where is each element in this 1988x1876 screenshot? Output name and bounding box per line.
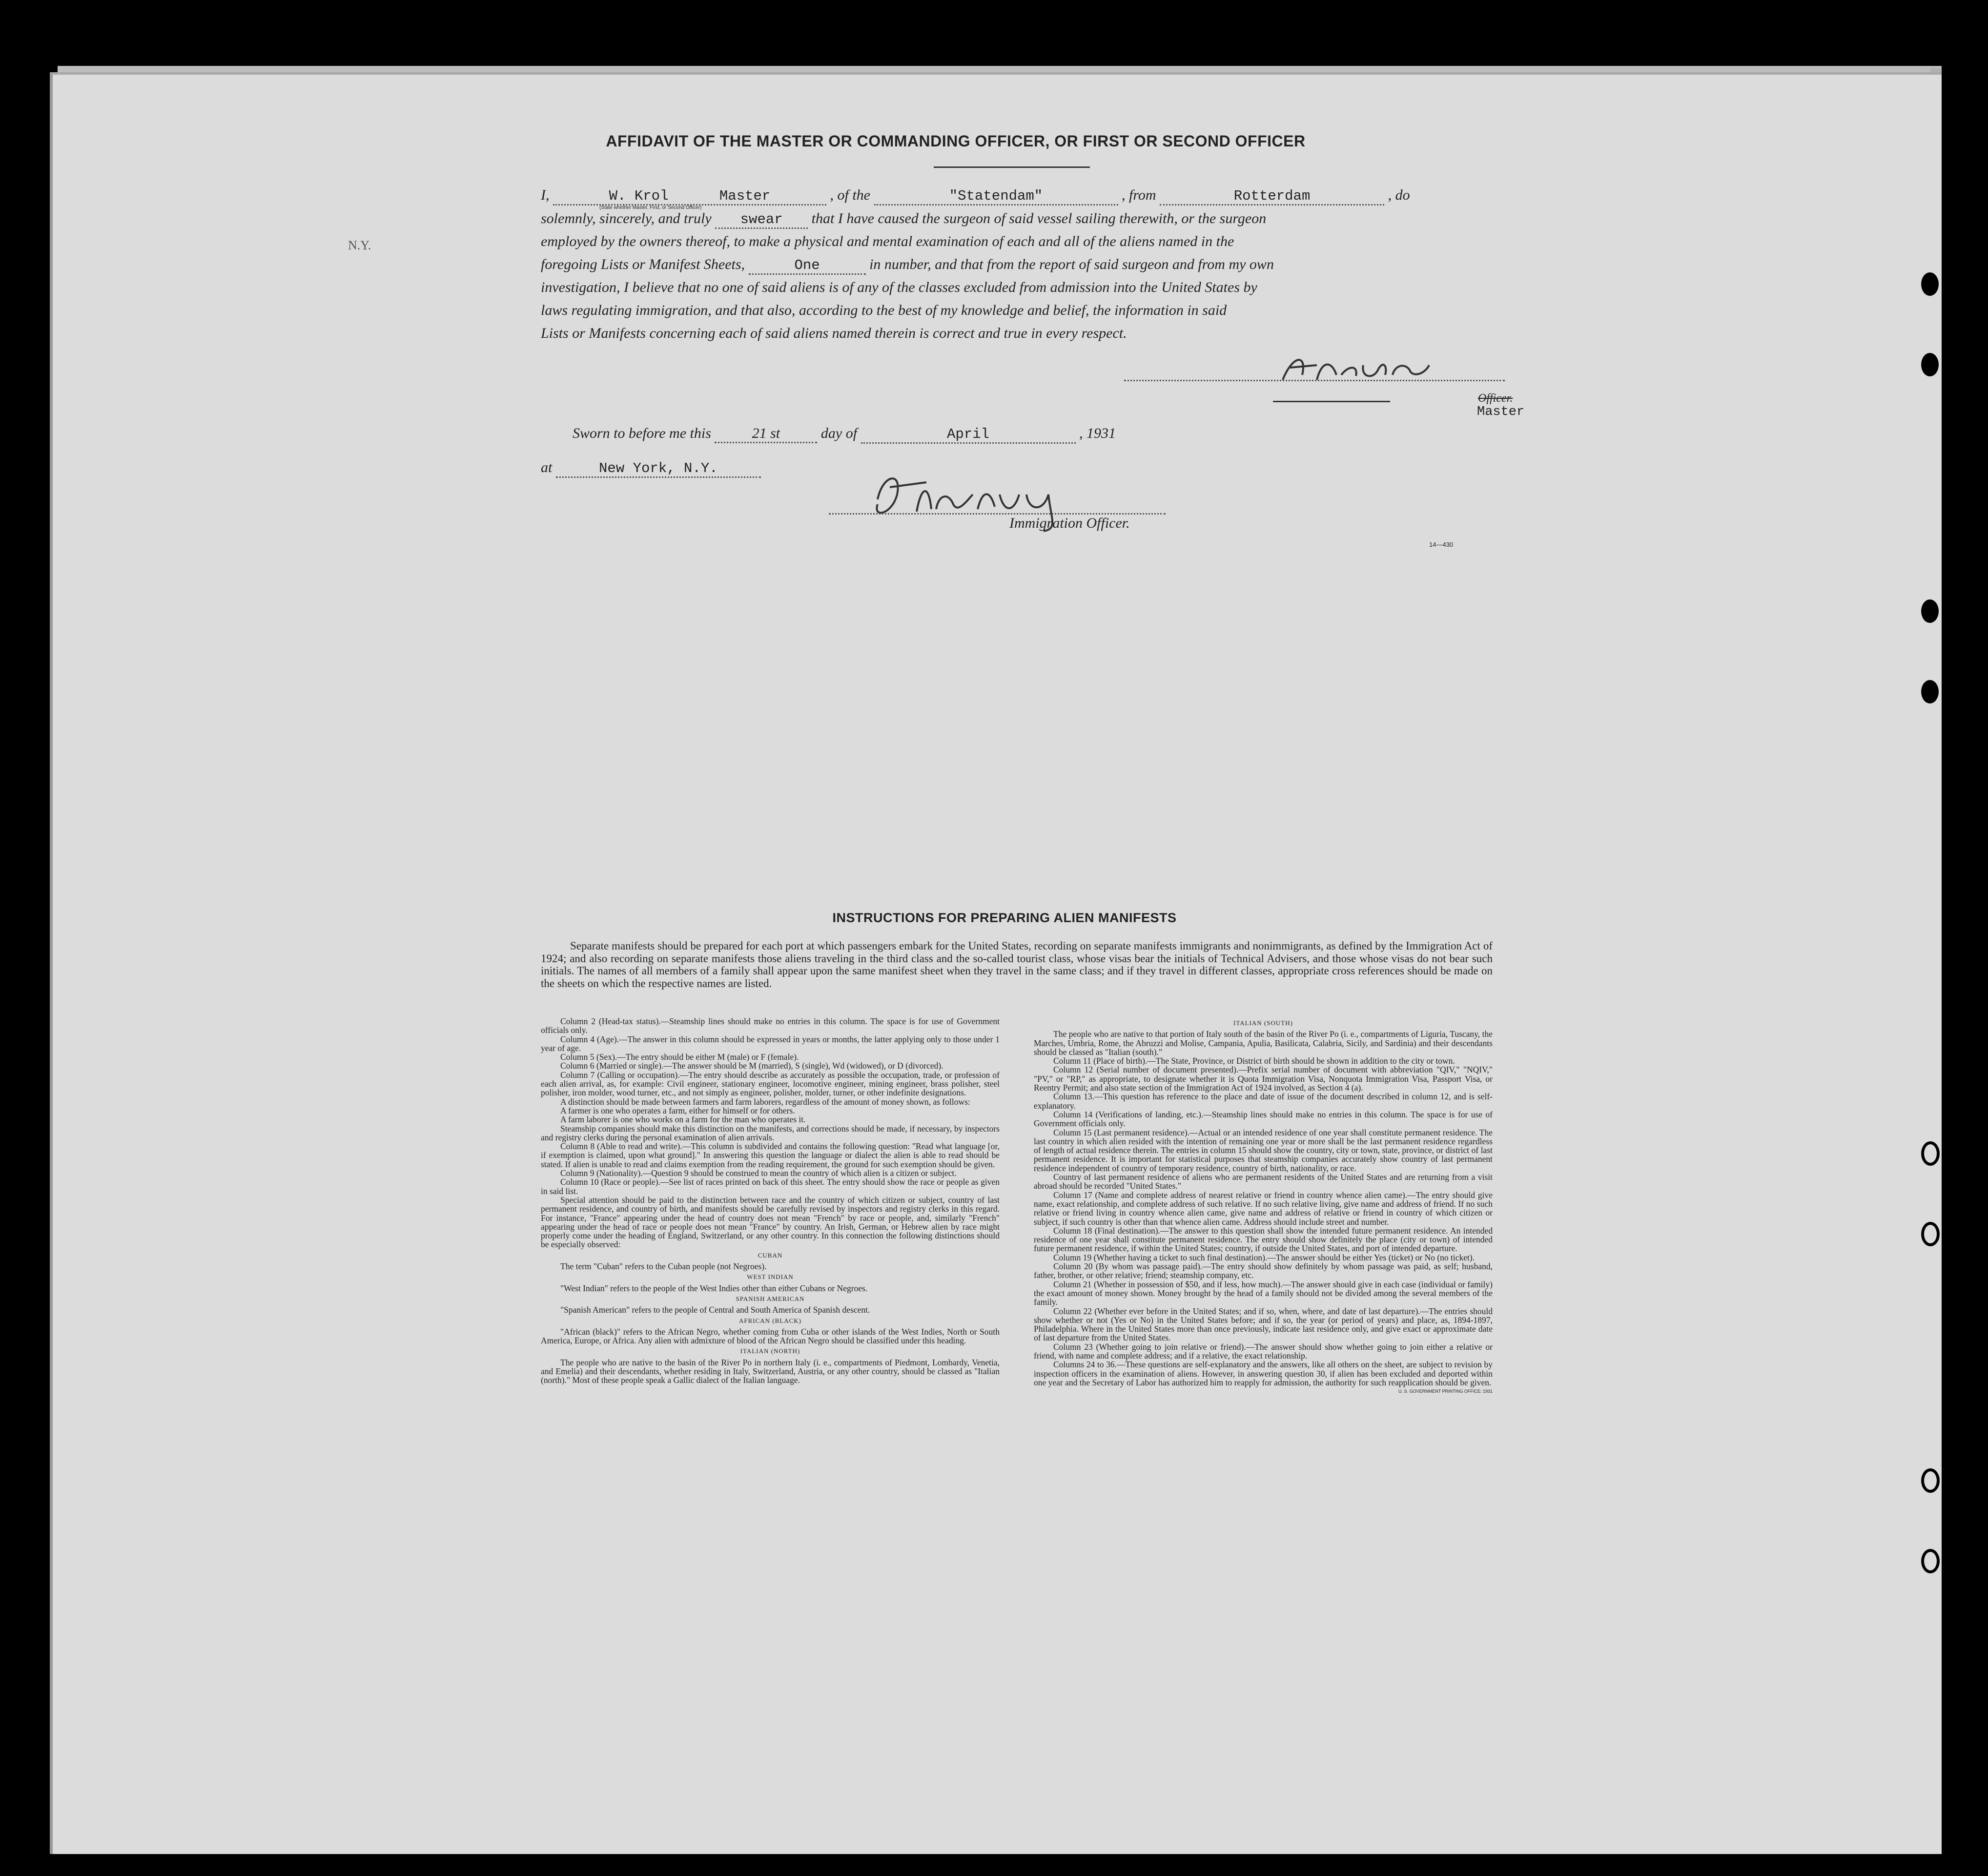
from-port: Rotterdam xyxy=(1160,188,1384,206)
at-line xyxy=(541,459,761,478)
binder-hole xyxy=(1921,1549,1940,1573)
sworn-year: , 1931 xyxy=(1079,425,1116,441)
instruction-paragraph: A distinction should be made between farmers and farm laborers, regardless of the amount of money shown, as follows: xyxy=(560,1096,970,1107)
vessel-name: "Statendam" xyxy=(874,188,1118,206)
instruction-paragraph: Column 8 (Able to read and write).—This column is subdivided and contains the following question: "Read what language [or, if exemption is claimed, upon what ground]." In answering this question the language or dialect the alien is able to read should be stated. If alien is unable to read and claims exemption from the reading requirement, the ground for such exemption should be given. xyxy=(541,1141,1000,1169)
sworn-line xyxy=(573,425,1116,444)
form-number: 14—430 xyxy=(1429,541,1454,548)
instruction-paragraph: Column 4 (Age).—The answer in this column should be expressed in years or months, the latter applying only to those under 1 year of age. xyxy=(541,1034,1000,1053)
instruction-paragraph: Column 20 (By whom was passage paid).—The entry should show definitely by whom passage was paid, as self; husband, father, brother, or other relative; friend; steamship company, etc. xyxy=(1034,1261,1493,1280)
affidavit-line-2 xyxy=(541,210,1266,229)
affidavit-line-7: Lists or Manifests concerning each of said aliens named therein is correct and true in every respect. xyxy=(541,325,1127,341)
line2-text: that I have caused the surgeon of said vessel sailing therewith, or the surgeon xyxy=(811,210,1267,227)
instruction-paragraph: Column 12 (Serial number of document presented).—Prefix serial number of document with abbreviation "QIV," "NQIV," "PV," or "RP," as appropriate, to designate whether it is Quota Immigration Visa, Nonquota Immigration Visa, Passport Visa, or Reentry Permit; and also state section of the Immigration Act of 1924 involved, as Section 4 (a). xyxy=(1034,1065,1493,1093)
instruction-paragraph: Column 19 (Whether having a ticket to such final destination).—The answer should be either Yes (ticket) or No (no ticket). xyxy=(1053,1252,1475,1262)
instruction-paragraph: Column 7 (Calling or occupation).—The entry should describe as accurately as possible the occupation, trade, or profession of each alien arrival, as, for example: Civil engineer, stationary engineer, locomotive engineer, mining engineer, brass polisher, steel polisher, iron molder, wood turner, etc., and not simply as engineer, polisher, molder, turner, or other indefinite designations. xyxy=(541,1070,1000,1098)
signature-line xyxy=(1124,380,1505,381)
signature-title-block xyxy=(1273,392,1546,430)
line4-b: in number, and that from the report of said surgeon and from my own xyxy=(869,256,1274,272)
race-definition: "Spanish American" refers to the people of Central and South America of Spanish descent. xyxy=(560,1305,870,1315)
line4-a: foregoing Lists or Manifest Sheets, xyxy=(541,256,745,272)
instruction-paragraph: Columns 24 to 36.—These questions are self-explanatory and the answers, like all others on the sheet, are subject to revision by inspection officers in the examination of aliens. However, in answering question 30, if alien has been excluded and deported within one year and the Secretary of Labor has authorized him to reapply for admission, the authority for such reapplication should be given. xyxy=(1034,1360,1493,1387)
race-definition: The people who are native to the basin of the River Po in northern Italy (i. e., compartments of Piedmont, Lombardy, Venetia, and Emelia) and their descendants, whether residing in Italy, Switzerland, Austria, or any other country, should be classed as "Italian (north)." Most of these people speak a Gallic dialect of the Italian language. xyxy=(541,1357,1000,1385)
instruction-paragraph: Column 6 (Married or single).—The answer should be M (married), S (single), Wd (widowed), or D (divorced). xyxy=(560,1061,943,1071)
binder-hole xyxy=(1921,1141,1940,1166)
instruction-paragraph: Column 21 (Whether in possession of $50, and if less, how much).—The answer should give in each case (individual or family) the exact amount of money shown. Money brought by the head of a family should not be divided among the several members of the family. xyxy=(1034,1279,1493,1307)
instruction-paragraph: Column 18 (Final destination).—The answer to this question shall show the intended future permanent residence. An intended residence of one year shall constitute permanent residence. The entry should show definitely the place (city or town) of intended future permanent residence, if within the United States; country, if outside the United States, and port of intended departure. xyxy=(1034,1225,1493,1254)
struck-title: Officer. xyxy=(1478,392,1513,405)
of-the-label: , of the xyxy=(830,187,870,203)
instruction-paragraph: Steamship companies should make this distinction on the manifests, and corrections should be made, if necessary, by inspectors and registry clerks during the personal examination of alien arrivals. xyxy=(541,1123,1000,1142)
oath-word: swear xyxy=(715,211,808,229)
instruction-paragraph: The people who are native to that portion of Italy south of the basin of the River Po (i. e., compartments of Liguria, Tuscany, the Marches, Umbria, Rome, the Abruzzi and Molise, Campania, Apulia, Basilicata, Calabria, Sicily, and Sardinia) and their descendants should be classed as "Italian (south)." xyxy=(1034,1029,1493,1057)
race-definition: "West Indian" refers to the people of the West Indies other than either Cubans or Negroes. xyxy=(560,1283,868,1293)
master-signature xyxy=(1263,346,1507,399)
manifest-sheet xyxy=(50,72,1942,1854)
race-heading: WEST INDIAN xyxy=(747,1273,794,1281)
instruction-paragraph: Column 13.—This question has reference to the place and date of issue of the document described in column 12, and is self-explanatory. xyxy=(1034,1092,1493,1111)
binder-hole xyxy=(1921,1468,1940,1493)
instruction-paragraph: Column 9 (Nationality).—Question 9 should be construed to mean the country of which alien is a citizen or subject. xyxy=(560,1168,957,1178)
sworn-a: Sworn to before me this xyxy=(573,425,711,441)
officer-signature-line xyxy=(829,513,1166,515)
affidavit-line-3: employed by the owners thereof, to make a physical and mental examination of each and all of the aliens named in the xyxy=(541,233,1234,249)
rank-hint: (State whether Master, First, or Second Officer) xyxy=(599,205,702,210)
officer-name: W. Krol xyxy=(609,188,669,204)
instructions-title: INSTRUCTIONS FOR PREPARING ALIEN MANIFESTS xyxy=(832,910,1177,925)
instruction-paragraph: A farm laborer is one who works on a farm for the man who operates it. xyxy=(560,1114,806,1125)
instruction-paragraph: A farmer is one who operates a farm, either for himself or for others. xyxy=(560,1105,795,1115)
race-heading: ITALIAN (SOUTH) xyxy=(1233,1019,1293,1027)
at-label: at xyxy=(541,459,553,475)
binder-hole xyxy=(1921,680,1939,703)
instruction-paragraph: Special attention should be paid to the distinction between race and the country of which citizen or subject, country of last permanent residence, and country of birth, and manifests should be carefully revised by inspectors and registry clerks in this regard. For instance, "France" appearing under the head of country does not mean "French" by race or people, and, similarly "French" appearing under the head of race or people does not mean "France" by country. An Irish, German, or Hebrew alien by race might properly come under the heading of England, Switzerland, or any other country. In this connection the following distinctions should be especially observed: xyxy=(541,1195,1000,1250)
instruction-paragraph: Country of last permanent residence of aliens who are permanent residents of the United States and are returning from a visit abroad should be recorded "United States." xyxy=(1034,1172,1493,1191)
instruction-paragraph: Column 15 (Last permanent residence).—Actual or an intended residence of one year shall constitute permanent residence. The last country in which alien resided with the intention of remaining one year or more shall be the last permanent residence regardless of length of actual residence therein. The entries in column 15 should show the country, city or town, state, province, or district of last permanent residence. It is important for statistical purposes that steamship companies accurately show country of last permanent residence independent of country of temporary residence, country of birth, nationality, or race. xyxy=(1034,1127,1493,1173)
race-heading: CUBAN xyxy=(758,1251,783,1259)
solemnly-text: solemnly, sincerely, and truly xyxy=(541,210,712,227)
affidavit-line-4 xyxy=(541,256,1274,275)
binder-hole xyxy=(1921,272,1939,296)
race-heading: SPANISH AMERICAN xyxy=(736,1295,805,1302)
title-rule xyxy=(934,166,1090,168)
i-label: I, xyxy=(541,187,550,203)
instructions-intro: Separate manifests should be prepared for each port at which passengers embark for the United States, recording on separate manifests immigrants and nonimmigrants, as defined by the Immigration Act of 1924; and also recording on separate manifests those aliens traveling in the third class and the so-called tourist class, whose visas bear the initials of Technical Advisers, and those whose visas do not bear such initials. The names of all members of a family shall appear upon the same manifest sheet when they travel in the same class; and if they travel in different classes, appropriate cross references should be made on the sheets on which the respective names are listed. xyxy=(541,940,1493,990)
affidavit-title: AFFIDAVIT OF THE MASTER OR COMMANDING OFFICER, OR FIRST OR SECOND OFFICER xyxy=(606,132,1306,150)
printer-imprint: U. S. GOVERNMENT PRINTING OFFICE: 1931 xyxy=(1398,1389,1493,1394)
binder-hole xyxy=(1921,599,1939,623)
race-definition: "African (black)" refers to the African Negro, whether coming from Cuba or other islands of the West Indies, North or South America, Europe, or Africa. Any alien with admixture of blood of the African Negro should be classified under this heading. xyxy=(541,1326,1000,1346)
instruction-paragraph: Column 23 (Whether going to join relative or friend).—The answer should show whether going to join either a relative or friend, with name and complete address; and if a relative, the exact relationship. xyxy=(1034,1341,1493,1361)
affidavit-line-5: investigation, I believe that no one of said aliens is of any of the classes excluded from admission into the United States by xyxy=(541,279,1257,295)
instruction-paragraph: Column 17 (Name and complete address of nearest relative or friend in country whence alien came).—The entry should give name, exact relationship, and complete address of such relative. If no such relative living, give name and address of friend. If no such relative or friend living in country whence alien came, give name and address of relative or friend in country of which citizen or subject, if such country is other than that whence alien came. Address should include street and number. xyxy=(1034,1190,1493,1227)
officer-rank: Master xyxy=(719,188,771,204)
race-heading: AFRICAN (BLACK) xyxy=(738,1317,802,1324)
signature-title: Master xyxy=(1477,405,1525,419)
officer-label: Immigration Officer. xyxy=(1009,515,1130,531)
affidavit-line-6: laws regulating immigration, and that also, according to the best of my knowledge and belief, the information in said xyxy=(541,302,1227,318)
from-label: , from xyxy=(1122,187,1156,203)
binder-hole xyxy=(1921,353,1939,376)
instruction-paragraph: Column 5 (Sex).—The entry should be either M (male) or F (female). xyxy=(560,1052,799,1062)
officer-fields xyxy=(553,188,826,210)
affidavit-line-1 xyxy=(541,187,1541,210)
race-heading: ITALIAN (NORTH) xyxy=(740,1347,800,1355)
instruction-paragraph: Column 2 (Head-tax status).—Steamship lines should make no entries in this column. The space is for use of Government officials only. xyxy=(541,1016,1000,1035)
instruction-paragraph: Column 11 (Place of birth).—The State, Province, or District of birth should be shown in addition to the city or town. xyxy=(1053,1056,1455,1066)
instructions-left-column xyxy=(541,1017,1000,1385)
margin-mark: N.Y. xyxy=(348,238,371,252)
instructions-right-column xyxy=(1034,1017,1493,1396)
sworn-day: 21 st xyxy=(715,425,817,443)
signature-underline xyxy=(1273,401,1390,402)
do-label: , do xyxy=(1388,187,1410,203)
instruction-paragraph: Column 22 (Whether ever before in the United States; and if so, when, where, and date of last departure).—The entries should show whether or not (Yes or No) in the United States before; and if so, the year (or period of years) and place, as, 1894-1897, Philadelphia. Where in the United States more than once previously, indicate last residence only, and give exact or approximate date of last departure from the United States. xyxy=(1034,1306,1493,1343)
at-place: New York, N.Y. xyxy=(556,460,761,478)
race-definition: The term "Cuban" refers to the Cuban people (not Negroes). xyxy=(560,1261,767,1272)
binder-hole xyxy=(1921,1222,1940,1246)
sworn-month: April xyxy=(861,426,1076,444)
sworn-b: day of xyxy=(820,425,858,441)
instruction-paragraph: Column 10 (Race or people).—See list of races printed on back of this sheet. The entry should show the race or people as given in said list. xyxy=(541,1177,1000,1196)
sheet-count: One xyxy=(749,257,866,275)
instruction-paragraph: Column 14 (Verifications of landing, etc.).—Steamship lines should make no entries in this column. The space is for use of Government officials only. xyxy=(1034,1109,1493,1129)
